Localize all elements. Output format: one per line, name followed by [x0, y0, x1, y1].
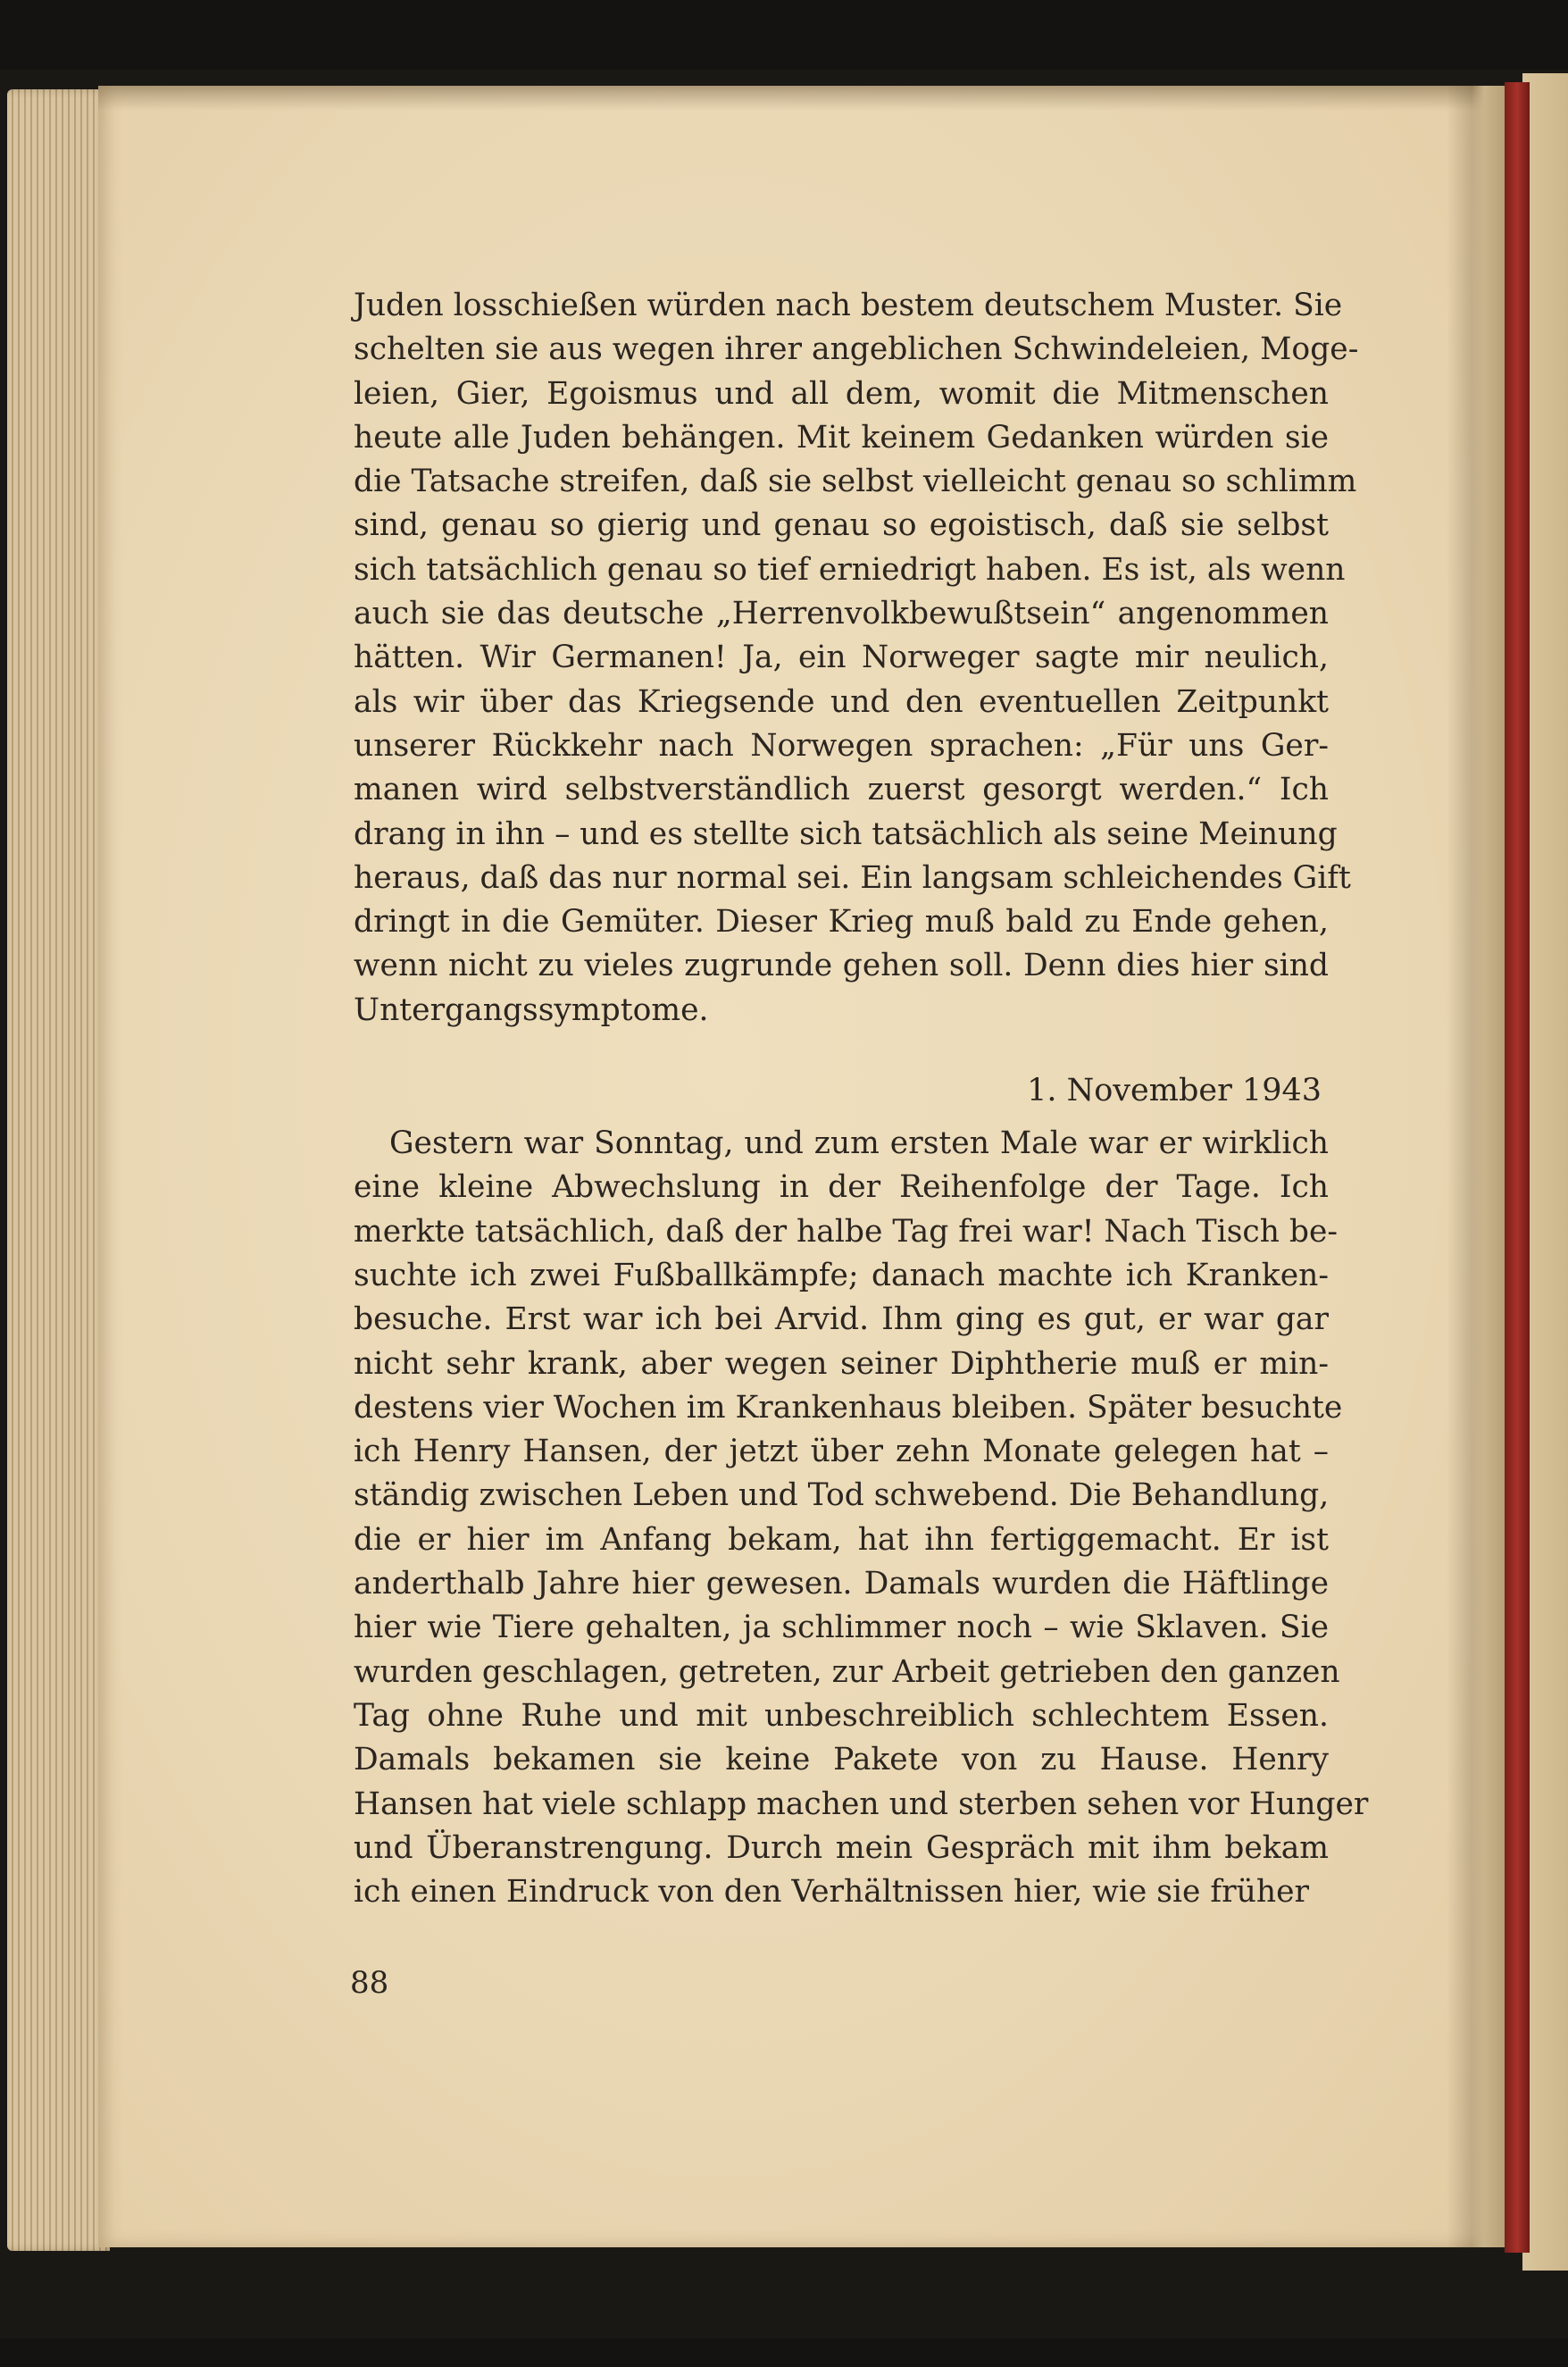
- text-line: Hansen hat viele schlapp machen und sterben sehen vor Hunger: [354, 1786, 1369, 1822]
- text-line: Damals bekamen sie keine Pakete von zu Hause. Henry: [354, 1742, 1329, 1778]
- text-line: und Überanstrengung. Durch mein Gespräch mit ihm bekam: [354, 1829, 1329, 1866]
- text-line: nicht sehr krank, aber wegen seiner Diphtherie muß er min-: [354, 1345, 1329, 1382]
- red-binding-edge: [1505, 82, 1530, 2253]
- text-line: leien, Gier, Egoismus und all dem, womit die Mitmenschen: [354, 375, 1329, 412]
- text-line: suchte ich zwei Fußballkämpfe; danach machte ich Kranken-: [354, 1257, 1329, 1293]
- text-line: destens vier Wochen im Krankenhaus bleiben. Später besuchte: [354, 1389, 1343, 1426]
- paragraph-1: [354, 284, 1359, 1033]
- text-line: auch sie das deutsche „Herrenvolkbewußtsein“ angenommen: [354, 596, 1329, 632]
- text-line: anderthalb Jahre hier gewesen. Damals wurden die Häftlinge: [354, 1566, 1329, 1602]
- text-line: ständig zwischen Leben und Tod schwebend. Die Behandlung,: [354, 1477, 1330, 1514]
- text-line: sich tatsächlich genau so tief erniedrigt haben. Es ist, als wenn: [354, 551, 1346, 588]
- text-line: heraus, daß das nur normal sei. Ein langsam schleichendes Gift: [354, 859, 1351, 896]
- text-line: Gestern war Sonntag, und zum ersten Male war er wirklich: [389, 1125, 1329, 1162]
- text-line: hier wie Tiere gehalten, ja schlimmer noch – wie Sklaven. Sie: [354, 1610, 1329, 1646]
- text-line: Tag ohne Ruhe und mit unbeschreiblich schlechtem Essen.: [354, 1697, 1329, 1734]
- text-line: manen wird selbstverständlich zuerst gesorgt werden.“ Ich: [354, 772, 1329, 808]
- page-top-shadow: [98, 86, 1491, 111]
- text-line: unserer Rückkehr nach Norwegen sprachen: „Für uns Ger-: [354, 727, 1329, 764]
- text-line: Juden losschießen würden nach bestem deutschem Muster. Sie: [354, 288, 1343, 323]
- text-line: ich Henry Hansen, der jetzt über zehn Monate gelegen hat –: [354, 1434, 1329, 1470]
- text-line: heute alle Juden behängen. Mit keinem Gedanken würden sie: [354, 419, 1329, 456]
- page-edges: [7, 89, 110, 2251]
- text-line: als wir über das Kriegsende und den eventuellen Zeitpunkt: [354, 683, 1329, 720]
- text-line: dringt in die Gemüter. Dieser Krieg muß bald zu Ende gehen,: [354, 904, 1329, 941]
- text-line: schelten sie aus wegen ihrer angeblichen Schwindeleien, Moge-: [354, 331, 1359, 368]
- text-line: ich einen Eindruck von den Verhältnissen hier, wie sie früher: [354, 1874, 1309, 1911]
- paragraph-2: [354, 1122, 1369, 1914]
- text-line: besuche. Erst war ich bei Arvid. Ihm ging es gut, er war gar: [354, 1301, 1329, 1338]
- text-line: hätten. Wir Germanen! Ja, ein Norweger sagte mir neulich,: [354, 640, 1329, 676]
- text-line: wenn nicht zu vieles zugrunde gehen soll. Denn dies hier sind: [354, 948, 1329, 984]
- page-number: 88: [350, 1965, 389, 2001]
- text-line: wurden geschlagen, getreten, zur Arbeit getrieben den ganzen: [354, 1653, 1340, 1690]
- text-line: drang in ihn – und es stellte sich tatsächlich als seine Meinung: [354, 815, 1338, 852]
- diary-dateline: 1. November 1943: [1027, 1073, 1322, 1109]
- text-line: Untergangssymptome.: [354, 991, 709, 1028]
- text-line: die Tatsache streifen, daß sie selbst vielleicht genau so schlimm: [354, 464, 1357, 500]
- text-line: eine kleine Abwechslung in der Reihenfolge der Tage. Ich: [354, 1169, 1329, 1206]
- text-line: merkte tatsächlich, daß der halbe Tag frei war! Nach Tisch be-: [354, 1213, 1339, 1250]
- text-line: die er hier im Anfang bekam, hat ihn fertiggemacht. Er ist: [354, 1521, 1329, 1558]
- page-text: [354, 284, 1369, 1914]
- text-line: sind, genau so gierig und genau so egoistisch, daß sie selbst: [354, 507, 1329, 544]
- page-gutter: [1447, 86, 1509, 2247]
